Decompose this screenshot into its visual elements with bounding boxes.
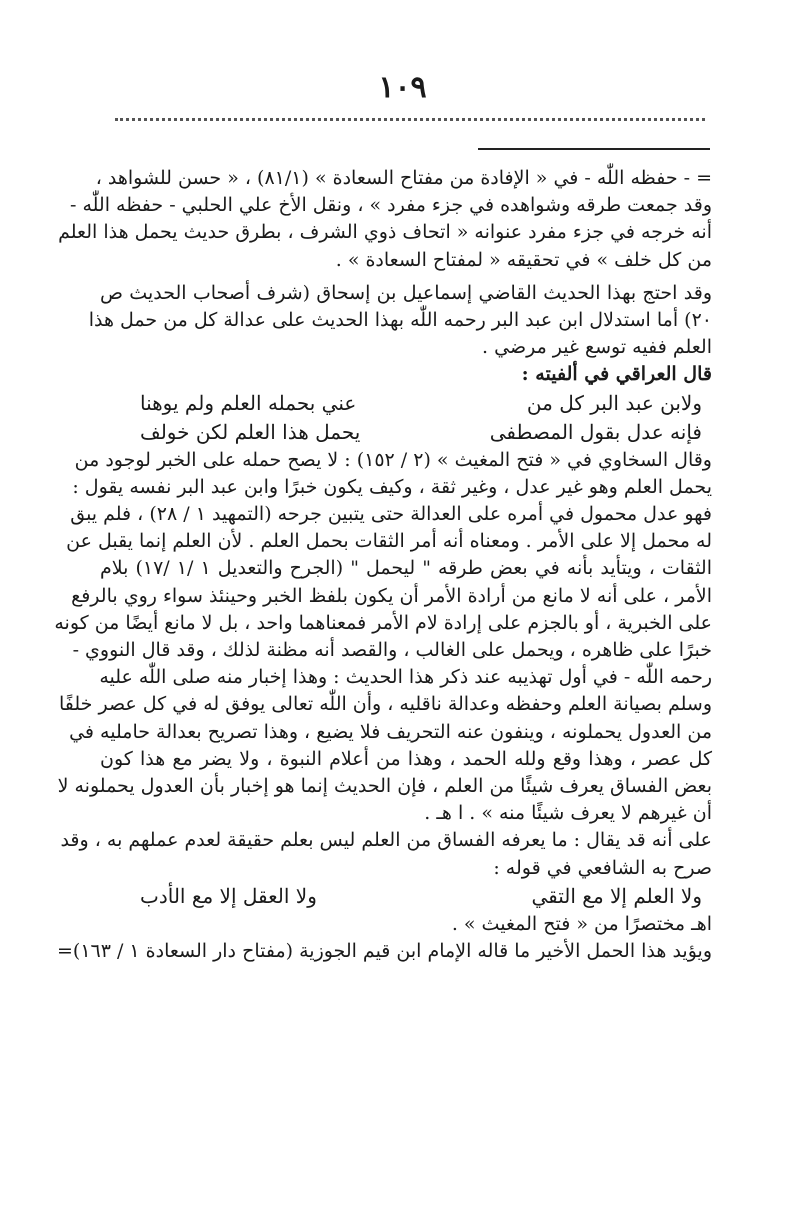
text-line: وقد احتج بهذا الحديث القاضي إسماعيل بن إسحاق (شرف أصحاب الحديث ص (100, 281, 712, 304)
text-line: اهـ مختصرًا من « فتح المغيث » . (451, 912, 712, 935)
text-line: وقال السخاوي في « فتح المغيث » (٢ / ١٥٢) : لا يصح حمله على الخبر لوجود من (74, 448, 712, 471)
text-line: خبرًا على ظاهره ، ويحمل على الغالب ، والقصد أنه مظنة لذلك ، وقد قال النووي - (72, 639, 712, 662)
verse-line (100, 882, 712, 911)
text-line: أنه خرجه في جزء مفرد عنوانه « اتحاف ذوي الشرف ، بطرق حديث يحمل هذا العلم (58, 221, 712, 244)
text-line: رحمه اللّٰه - في أول تهذيبه عند ذكر هذا الحديث : وهذا إخبار منه صلى اللّٰه عليه (99, 666, 712, 689)
verse-hemistich: ولا العقل إلا مع الأدب (140, 883, 317, 908)
page-text (54, 165, 712, 965)
verse-line (100, 389, 712, 418)
verse-hemistich: ولابن عبد البر كل من (526, 390, 702, 415)
text-line: له محمل إلا على الأمر . ومعناه أنه أمر الثقات بحمل العلم . لأن العلم إنما يقبل عن (66, 530, 712, 553)
text-line: العلم ففيه توسع غير مرضي . (482, 336, 712, 359)
text-line: الثقات ، ويتأيد بأنه في بعض طرقه " ليحمل " (الجرح والتعديل ١ /١ /١٧) بلام (100, 557, 712, 580)
verse-hemistich: يحمل هذا العلم لكن خولف (140, 419, 361, 444)
text-line: على الخبرية ، أو بالجزم على إرادة لام الأمر فمعناهما واحد ، بل لا مانع أيضًا من كونه (54, 611, 712, 634)
verse-line (100, 418, 712, 447)
text-line: أن غيرهم لا يعرف شيئًا منه » . ا هـ . (424, 802, 712, 825)
text-line: الأمر ، على أنه لا مانع من أرادة الأمر أن يكون بلفظ الخبر وحينئذ سواء روي بالرفع (71, 584, 712, 607)
verse-hemistich: عني بحمله العلم ولم يوهنا (140, 390, 357, 415)
text-line: صرح به الشافعي في قوله : (493, 856, 712, 879)
footnote-rule (478, 148, 710, 150)
text-line: على أنه قد يقال : ما يعرفه الفساق من العلم ليس بعلم حقيقة لعدم عملهم به ، وقد (60, 829, 712, 852)
heading-iraqi: قال العراقي في ألفيته : (521, 363, 712, 386)
text-line: وسلم بصيانة العلم وحفظه وعدالة ناقليه ، وأن اللّٰه تعالى يوفق له في كل عصر خلفًا (58, 693, 712, 716)
dotted-separator (115, 118, 705, 121)
text-line: من كل خلف » في تحقيقه « لمفتاح السعادة » . (335, 248, 712, 271)
text-line: كل عصر ، وهذا وقع ولله الحمد ، وهذا من أعلام النبوة ، ولا يضر مع هذا كون (100, 747, 712, 770)
page-number: ١٠٩ (378, 70, 427, 105)
verse-hemistich: فإنه عدل بقول المصطفى (489, 419, 702, 444)
text-line: فهو عدل محمول في أمره على العدالة حتى يتبين جرحه (التمهيد ١ / ٢٨) ، فلم يبق (70, 503, 712, 526)
text-line: ٢٠) أما استدلال ابن عبد البر رحمه اللّٰه بهذا الحديث على عدالة كل من حمل هذا (88, 309, 712, 332)
text-line: من العدول يحملونه ، وينفون عنه التحريف فلا يضيع ، وهذا تصريح بعدالة حامليه في (69, 720, 712, 743)
text-line: بعض الفساق يعرف شيئًا من العلم ، فإن الحديث إنما هو إخبار بأن العدول يحملونه لا (57, 775, 712, 798)
text-line: وقد جمعت طرقه وشواهده في جزء مفرد » ، ونقل الأخ علي الحلبي - حفظه اللّٰه - (69, 194, 712, 217)
text-line: = - حفظه اللّٰه - في « الإفادة من مفتاح السعادة » (٨١/١) ، « حسن للشواهد ، (95, 167, 712, 189)
text-line: يحمل العلم وهو غير عدل ، وغير ثقة ، وكيف يكون خبرًا وابن عبد البر نفسه يقول : (72, 475, 712, 498)
text-line: ويؤيد هذا الحمل الأخير ما قاله الإمام ابن قيم الجوزية (مفتاح دار السعادة ١ / ١٦٣)= (56, 940, 712, 963)
verse-hemistich: ولا العلم إلا مع التقي (531, 883, 702, 908)
